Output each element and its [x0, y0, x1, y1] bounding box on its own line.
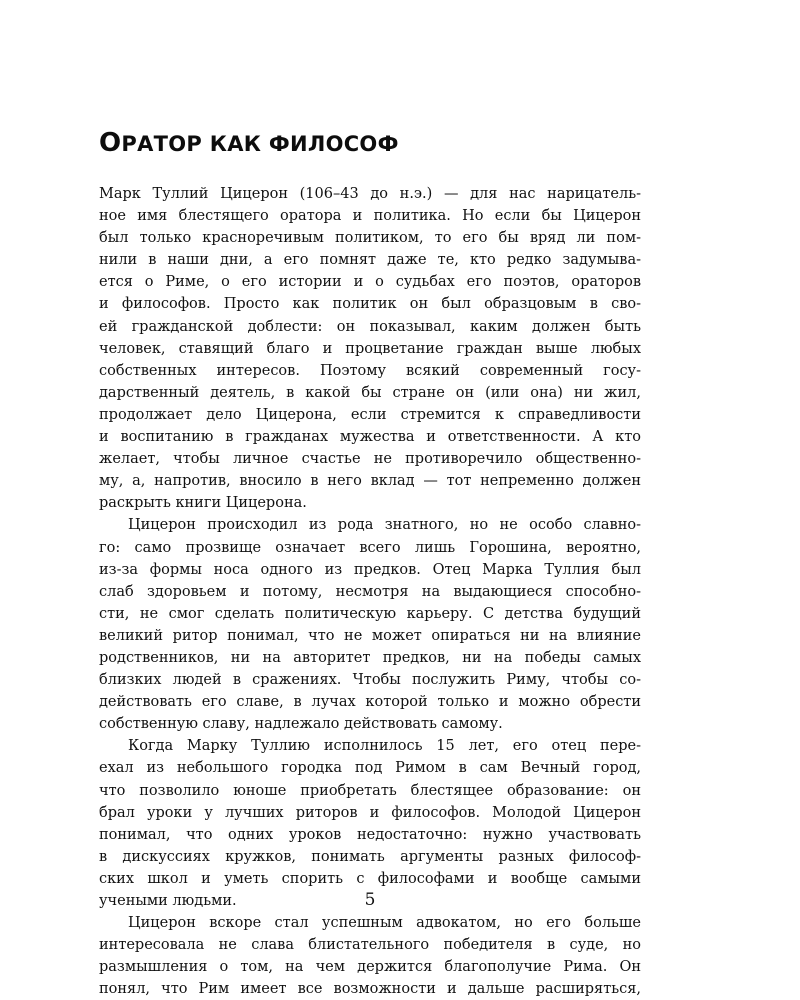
heading-initial: О	[99, 128, 122, 158]
text-line: ских школ и уметь спорить с философами и вообще самыми	[99, 870, 641, 887]
paragraph	[99, 912, 641, 1000]
text-line: го: само прозвище означает всего лишь Горошина, вероятно,	[99, 539, 641, 556]
text-line: и философов. Просто как политик он был образцовым в сво-	[99, 296, 641, 313]
text-line: Цицерон происходил из рода знатного, но не особо славно-	[128, 517, 641, 534]
text-line: собственных интересов. Поэтому всякий современный госу-	[99, 362, 641, 379]
text-line: собственную славу, надлежало действовать самому.	[99, 716, 503, 733]
text-line: раскрыть книги Цицерона.	[99, 495, 307, 512]
text-line: в дискуссиях кружков, понимать аргументы разных философ-	[99, 848, 641, 865]
text-line: Когда Марку Туллию исполнилось 15 лет, его отец пере-	[128, 738, 641, 755]
text-line: и воспитанию в гражданах мужества и ответственности. А кто	[99, 429, 641, 446]
text-line: слаб здоровьем и потому, несмотря на выдающиеся способно-	[99, 583, 641, 600]
text-line: родственников, ни на авторитет предков, ни на победы самых	[99, 649, 641, 666]
text-line: интересовала не слава блистательного победителя в суде, но	[99, 937, 641, 954]
text-line: му, а, напротив, вносило в него вклад — тот непременно должен	[99, 473, 641, 490]
text-line: был только красноречивым политиком, то его бы вряд ли пом-	[99, 230, 641, 247]
paragraph	[99, 735, 641, 912]
text-line: брал уроки у лучших риторов и философов. Молодой Цицерон	[99, 804, 641, 821]
text-line: размышления о том, на чем держится благополучие Рима. Он	[99, 959, 641, 976]
text-line: Цицерон вскоре стал успешным адвокатом, но его больше	[128, 915, 641, 932]
text-line: что позволило юноше приобретать блестящее образование: он	[99, 782, 641, 799]
page-number: 5	[364, 890, 376, 910]
text-line: продолжает дело Цицерона, если стремится к справедливости	[99, 406, 641, 423]
paragraph	[99, 183, 641, 514]
chapter-heading	[99, 128, 399, 158]
text-line: ется о Риме, о его истории и о судьбах его поэтов, ораторов	[99, 274, 641, 291]
text-line: учеными людьми.	[99, 893, 237, 909]
text-line: ное имя блестящего оратора и политика. Но если бы Цицерон	[99, 208, 641, 225]
paragraph	[99, 514, 641, 735]
text-line: дарственный деятель, в какой бы стране он (или она) ни жил,	[99, 384, 641, 401]
text-line: близких людей в сражениях. Чтобы послужить Риму, чтобы со-	[99, 672, 641, 689]
text-line: великий ритор понимал, что не может опираться ни на влияние	[99, 627, 641, 644]
text-line: Марк Туллий Цицерон (106–43 до н.э.) — для нас нарицатель-	[99, 186, 641, 202]
body-text	[99, 183, 641, 1000]
text-line: нили в наши дни, а его помнят даже те, кто редко задумыва-	[99, 252, 641, 269]
heading-rest: РАТОР КАК ФИЛОСОФ	[121, 132, 399, 156]
text-line: человек, ставящий благо и процветание граждан выше любых	[99, 340, 641, 357]
text-line: сти, не смог сделать политическую карьеру. С детства будущий	[99, 605, 641, 622]
text-line: действовать его славе, в лучах которой только и можно обрести	[99, 694, 641, 711]
text-line: понимал, что одних уроков недостаточно: нужно участвовать	[99, 826, 641, 843]
text-line: из-за формы носа одного из предков. Отец Марка Туллия был	[99, 561, 641, 578]
text-line: понял, что Рим имеет все возможности и дальше расширяться,	[99, 981, 641, 998]
text-line: ей гражданской доблести: он показывал, каким должен быть	[99, 318, 641, 335]
text-line: желает, чтобы личное счастье не противоречило общественно-	[99, 451, 641, 468]
text-line: ехал из небольшого городка под Римом в сам Вечный город,	[99, 760, 641, 777]
